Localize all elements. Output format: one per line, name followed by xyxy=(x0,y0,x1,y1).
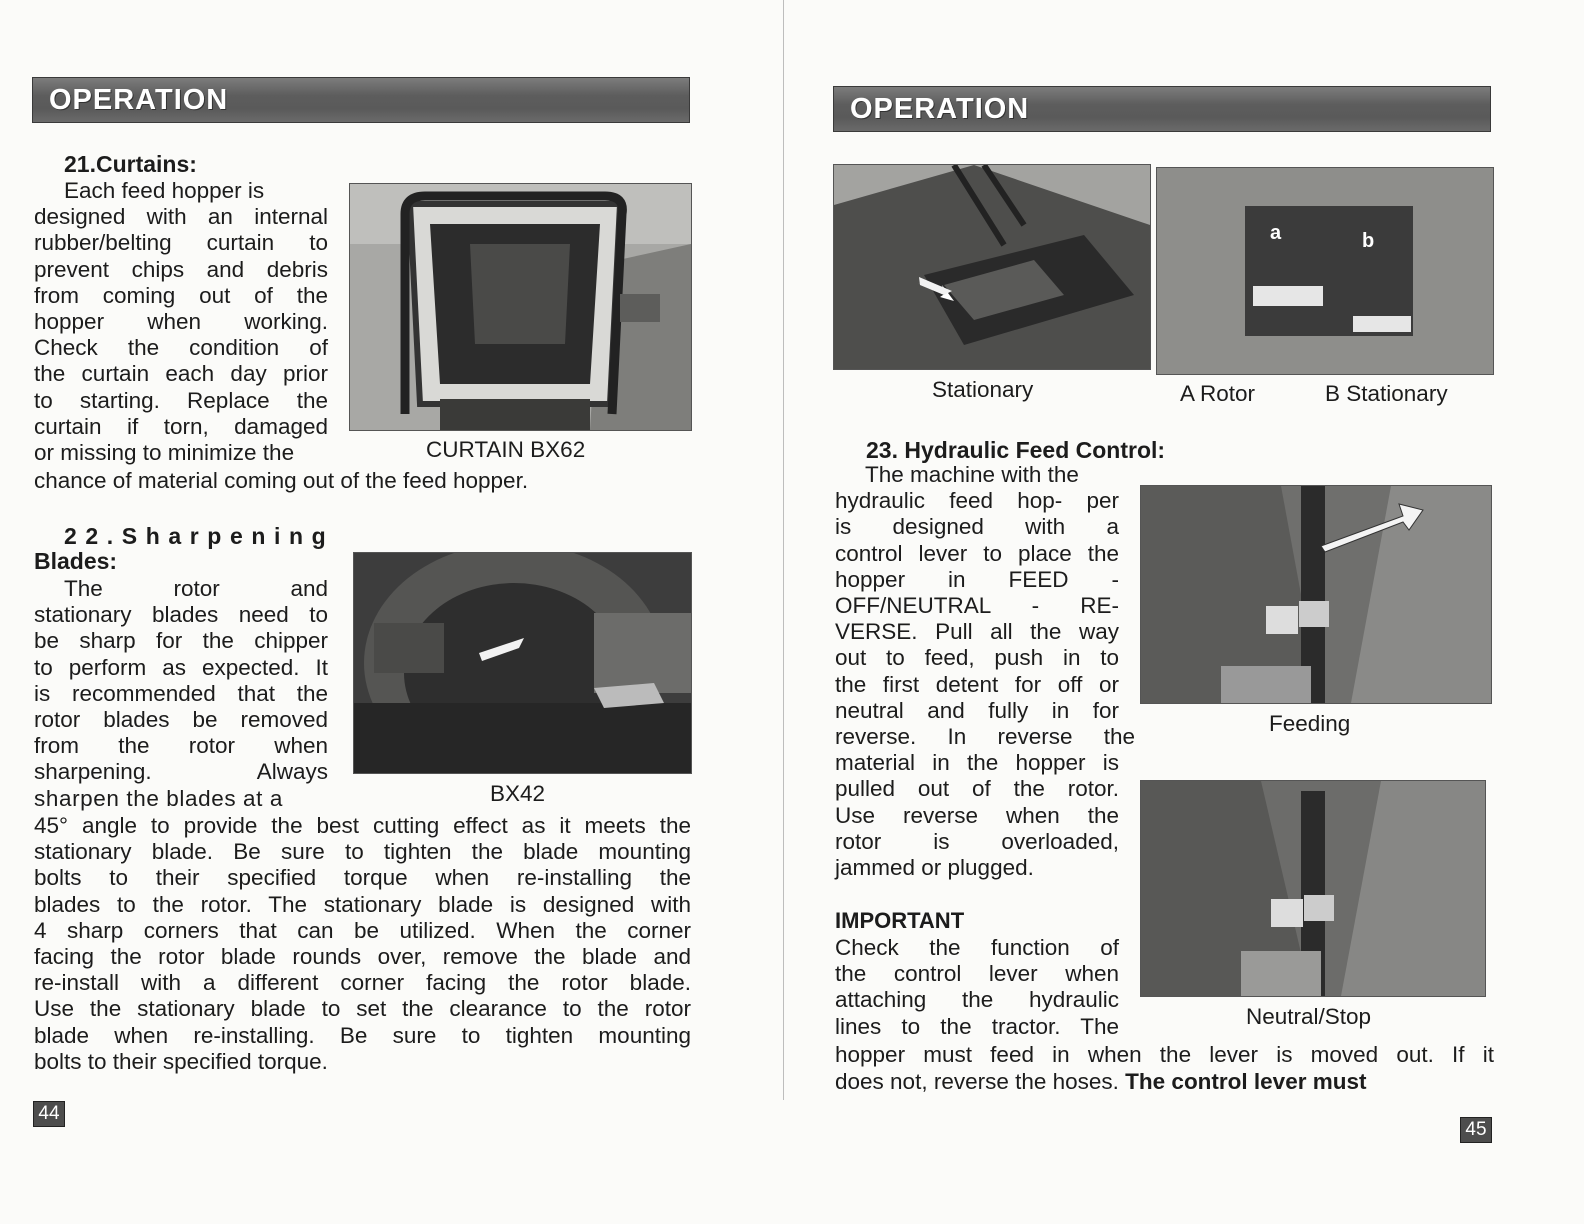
neutral-stop-caption: Neutral/Stop xyxy=(1246,1004,1372,1029)
text-line: re-install with a different corner facing the rotor blade. xyxy=(34,970,691,996)
text-line: neutral and fully in for xyxy=(835,697,1119,723)
text-line: is recommended that the xyxy=(34,680,328,706)
emphasis-text: The control lever must xyxy=(1125,1069,1367,1094)
operation-banner-left xyxy=(32,77,690,123)
text-line: jammed or plugged. xyxy=(835,855,1034,881)
important-last-line xyxy=(835,1069,1366,1095)
text-line: out to feed, push in to xyxy=(835,645,1119,671)
text-line: material in the hopper is xyxy=(835,750,1119,776)
text-line: lines to the tractor. The xyxy=(835,1013,1119,1039)
text-line: Check the condition of xyxy=(34,335,328,361)
text-line: reverse. In reverse the xyxy=(835,724,1135,750)
blade-caption: BX42 xyxy=(490,781,546,806)
text-line: bolts to their specified torque. xyxy=(34,1048,328,1074)
a-rotor-caption: A Rotor xyxy=(1180,381,1256,406)
text-line: stationary blades need to xyxy=(34,602,328,628)
text-line: designed with an internal xyxy=(34,204,328,230)
text-line: does not, reverse the hoses. xyxy=(835,1069,1126,1094)
curtain-photo xyxy=(349,183,692,431)
text-line: attaching the hydraulic xyxy=(835,987,1119,1013)
stationary-caption: Stationary xyxy=(932,377,1034,402)
blade-photo xyxy=(353,552,692,774)
text-line: sharpening. Always xyxy=(34,759,328,785)
text-line: rotor is overloaded, xyxy=(835,828,1119,854)
text-line: stationary blade. Be sure to tighten the blade mounting xyxy=(34,839,691,865)
rotor-stationary-blades-photo xyxy=(1156,167,1494,375)
section-21-heading: 21.Curtains: xyxy=(64,151,197,177)
section-23-body xyxy=(835,462,1135,881)
text-line: hopper must feed in when the lever is moved out. If it xyxy=(835,1042,1494,1067)
text-line: prevent chips and debris xyxy=(34,256,328,282)
text-line: The rotor and xyxy=(64,576,328,601)
blade-b-label: b xyxy=(1362,230,1375,252)
section-22-body-bottom xyxy=(34,813,691,1075)
text-line: to perform as expected. It xyxy=(34,654,328,680)
section-21-body xyxy=(34,178,328,466)
banner-title: OPERATION xyxy=(850,93,1030,125)
text-line: hydraulic feed hop- per xyxy=(835,488,1119,514)
text-line: blades to the rotor. The stationary blade is designed with xyxy=(34,891,691,917)
text-line: the first detent for off or xyxy=(835,671,1119,697)
text-line: OFF/NEUTRAL - RE- xyxy=(835,593,1119,619)
text-line: the curtain each day prior xyxy=(34,361,328,387)
text-line: curtain if torn, damaged xyxy=(34,413,328,439)
important-body xyxy=(835,935,1119,1040)
text-line: blade when re-installing. Be sure to tighten mounting xyxy=(34,1022,691,1048)
text-line: hopper in FEED - xyxy=(835,566,1119,592)
feeding-caption: Feeding xyxy=(1269,711,1351,736)
stationary-blade-photo xyxy=(833,164,1151,370)
text-line: chance of material coming out of the feed hopper. xyxy=(34,468,529,493)
text-line: is designed with a xyxy=(835,514,1119,540)
curtain-caption: CURTAIN BX62 xyxy=(426,437,586,462)
text-line: VERSE. Pull all the way xyxy=(835,619,1119,645)
text-line: pulled out of the rotor. xyxy=(835,776,1119,802)
operation-banner-right xyxy=(833,86,1491,132)
text-line: Use the stationary blade to set the clearance to the rotor xyxy=(34,996,691,1022)
page-gutter xyxy=(783,0,784,1100)
neutral-lever-photo xyxy=(1140,780,1486,997)
page-number-right: 45 xyxy=(1460,1117,1492,1143)
text-line: control lever to place the xyxy=(835,540,1119,566)
section-22-body-top xyxy=(34,576,328,812)
text-line: from coming out of the xyxy=(34,282,328,308)
text-line: bolts to their specified torque when re-installing the xyxy=(34,865,691,891)
text-line: from the rotor when xyxy=(34,733,328,759)
text-line: Use reverse when the xyxy=(835,802,1119,828)
text-line: to starting. Replace the xyxy=(34,387,328,413)
text-line: facing the rotor blade rounds over, remove the blade and xyxy=(34,944,691,970)
text-line: be sharp for the chipper xyxy=(34,628,328,654)
text-line: Each feed hopper is xyxy=(64,178,265,203)
feeding-lever-photo xyxy=(1140,485,1492,704)
banner-title: OPERATION xyxy=(49,84,229,116)
b-stationary-caption: B Stationary xyxy=(1325,381,1448,406)
text-line: sharpen the blades at a xyxy=(34,785,283,811)
section-23-heading: 23. Hydraulic Feed Control: xyxy=(866,437,1166,463)
section-22-heading: 22.Sharpening xyxy=(64,523,335,549)
text-line: 4 sharp corners that can be utilized. When the corner xyxy=(34,917,691,943)
text-line: The machine with the xyxy=(865,462,1079,487)
page-number-left: 44 xyxy=(33,1101,65,1127)
important-heading: IMPORTANT xyxy=(835,908,965,933)
text-line: the control lever when xyxy=(835,961,1119,987)
text-line: rubber/belting curtain to xyxy=(34,230,328,256)
text-line: or missing to minimize the xyxy=(34,440,295,466)
section-22-heading-cont: Blades: xyxy=(34,548,118,574)
text-line: 45° angle to provide the best cutting effect as it meets the xyxy=(34,813,691,838)
blade-a-label: a xyxy=(1270,222,1282,244)
text-line: hopper when working. xyxy=(34,309,328,335)
text-line: rotor blades be removed xyxy=(34,707,328,733)
text-line: Check the function of xyxy=(835,935,1119,960)
